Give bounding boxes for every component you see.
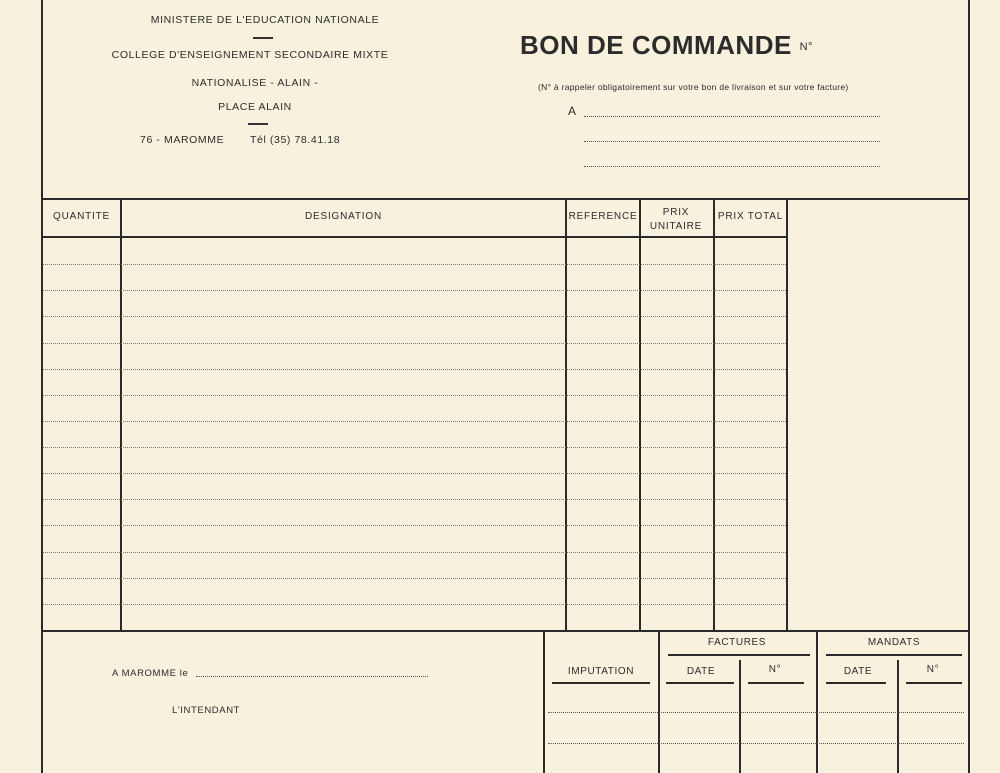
- factures-label: FACTURES: [707, 637, 767, 648]
- mandats-date-underline: [826, 682, 886, 684]
- table-row-line[interactable]: [43, 421, 786, 422]
- table-header-rule: [41, 236, 788, 238]
- column-header-designation: DESIGNATION: [305, 211, 382, 222]
- table-row-line[interactable]: [43, 369, 786, 370]
- table-row-line[interactable]: [43, 343, 786, 344]
- factures-date-label: DATE: [686, 666, 716, 677]
- factures-number-underline: [748, 682, 804, 684]
- factures-inner-divider: [739, 660, 741, 773]
- column-header-reference: REFERENCE: [568, 211, 638, 222]
- ministry-line: MINISTERE DE L'EDUCATION NATIONALE: [150, 14, 380, 26]
- factures-date-underline: [666, 682, 734, 684]
- telephone-line: Tél (35) 78.41.18: [250, 134, 341, 146]
- frame-right-border: [968, 0, 970, 773]
- form-number-label: N°: [799, 41, 813, 54]
- mandats-label: MANDATS: [867, 637, 921, 648]
- college-line: COLLEGE D'ENSEIGNEMENT SECONDAIRE MIXTE: [111, 49, 389, 61]
- footer-divider-factures: [658, 630, 660, 773]
- table-row-line[interactable]: [43, 395, 786, 396]
- mandats-date-label: DATE: [843, 666, 873, 677]
- table-row-line[interactable]: [43, 578, 786, 579]
- factures-underline: [668, 654, 810, 656]
- recipient-line-2[interactable]: [584, 141, 880, 142]
- table-row-line[interactable]: [43, 499, 786, 500]
- place-line: PLACE ALAIN: [218, 101, 292, 113]
- mandats-number-label: N°: [926, 664, 940, 675]
- table-row-line[interactable]: [43, 552, 786, 553]
- factures-number-label: N°: [768, 664, 782, 675]
- imputation-label: IMPUTATION: [567, 666, 635, 677]
- recipient-line-3[interactable]: [584, 166, 880, 167]
- footer-top-rule: [41, 630, 970, 632]
- frame-left-border: [41, 0, 43, 773]
- table-row-line[interactable]: [43, 447, 786, 448]
- header-bottom-rule: [41, 198, 970, 200]
- town-line: 76 - MAROMME: [140, 134, 225, 146]
- recipient-label: A: [568, 104, 577, 118]
- header-separator-1: [253, 37, 273, 39]
- footer-entry-line-2[interactable]: [548, 743, 964, 744]
- reference-note: (N° à rappeler obligatoirement sur votre bon de livraison et sur votre facture): [538, 82, 849, 92]
- table-row-line[interactable]: [43, 316, 786, 317]
- column-header-quantite: QUANTITE: [53, 211, 110, 222]
- place-date-label: A MAROMME le: [112, 668, 189, 679]
- signatory-label: L'INTENDANT: [172, 705, 241, 716]
- mandats-underline: [826, 654, 962, 656]
- column-header-prix-total: PRIX TOTAL: [717, 211, 784, 222]
- form-title: [520, 30, 813, 61]
- table-row-line[interactable]: [43, 473, 786, 474]
- mandats-number-underline: [906, 682, 962, 684]
- table-col-divider-5: [786, 199, 788, 631]
- form-title-text: BON DE COMMANDE: [520, 30, 792, 60]
- nationalise-line: NATIONALISE - ALAIN -: [191, 77, 319, 89]
- mandats-inner-divider: [897, 660, 899, 773]
- footer-divider-imputation: [543, 630, 545, 773]
- place-date-line[interactable]: [196, 676, 428, 677]
- footer-entry-line-1[interactable]: [548, 712, 964, 713]
- table-row-line[interactable]: [43, 264, 786, 265]
- header-separator-2: [248, 123, 268, 125]
- table-row-line[interactable]: [43, 525, 786, 526]
- recipient-line-1[interactable]: [584, 116, 880, 117]
- footer-divider-mandats: [816, 630, 818, 773]
- imputation-underline: [552, 682, 650, 684]
- column-header-prix-unitaire: PRIX UNITAIRE: [649, 207, 703, 232]
- table-row-line[interactable]: [43, 604, 786, 605]
- table-row-line[interactable]: [43, 290, 786, 291]
